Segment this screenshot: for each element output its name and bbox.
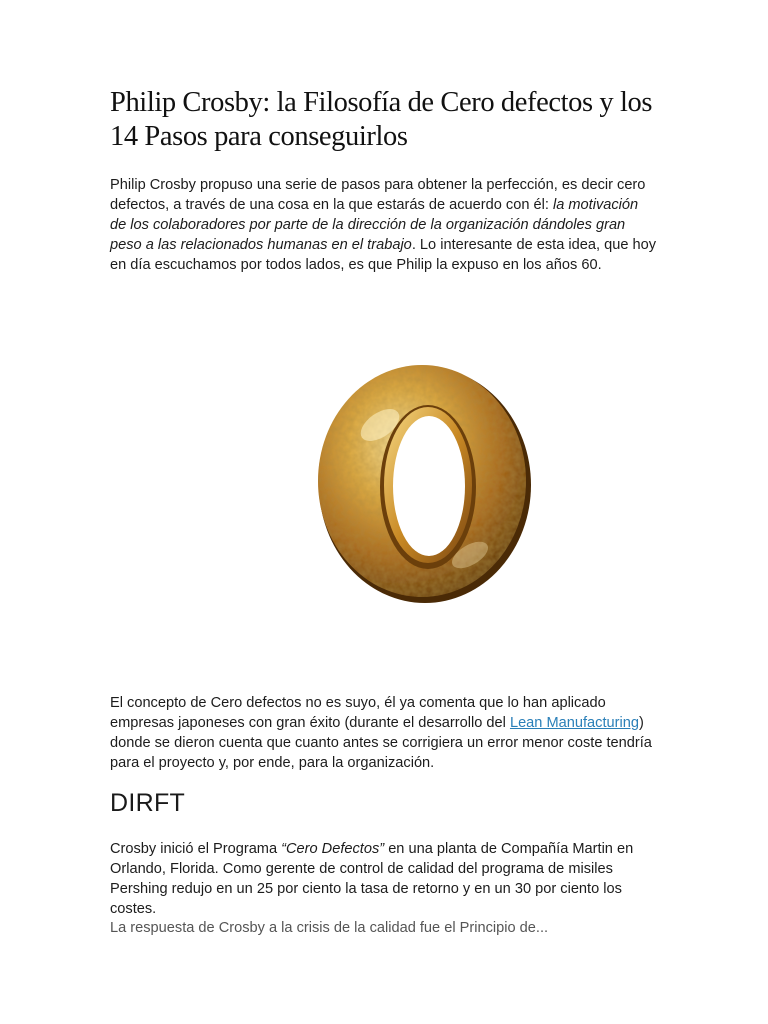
- program-emphasis: “Cero Defectos”: [281, 841, 385, 857]
- concept-text: El concepto de Cero defectos no es suyo, él ya comenta que lo han aplicado empresas japoneses con gran éxito (durante el desarrollo del: [110, 695, 606, 731]
- intro-emphasis: la motivación de los colaboradores por parte de la dirección de la organización dándoles gran peso a las relacionados humanas en el trabajo: [110, 197, 639, 253]
- lean-manufacturing-link[interactable]: Lean Manufacturing: [509, 715, 639, 731]
- gold-zero-image: [310, 355, 540, 610]
- program-text-end: en una planta de Compañía Martin en Orlando, Florida. Como gerente de control de calidad del programa de misiles Pershing redujo en un 25 por ciento la tasa de retorno y en un 30 por ciento los costes.: [110, 841, 634, 917]
- intro-paragraph: [110, 175, 658, 275]
- section-heading: DIRFT: [110, 789, 186, 817]
- teaser-text: La respuesta de Crosby a la crisis de la calidad fue el Principio de...: [110, 920, 549, 936]
- gold-zero-icon: [310, 355, 540, 610]
- intro-text: Philip Crosby propuso una serie de pasos para obtener la perfección, es decir cero defectos, a través de una cosa en la que estarás de acuerdo con él:: [110, 177, 646, 213]
- program-text: Crosby inició el Programa: [110, 841, 282, 857]
- concept-paragraph: [110, 693, 658, 773]
- intro-text-end: . Lo interesante de esta idea, que hoy en día escuchamos por todos lados, es que Philip la expuso en los años 60.: [110, 237, 657, 273]
- concept-text-end: ) donde se dieron cuenta que cuanto antes se corrigiera un error menor coste tendría para el proyecto y, por ende, para la organización.: [110, 715, 652, 771]
- program-paragraph: [110, 839, 658, 919]
- article-title: Philip Crosby: la Filosofía de Cero defectos y los 14 Pasos para conseguirlos: [110, 87, 653, 152]
